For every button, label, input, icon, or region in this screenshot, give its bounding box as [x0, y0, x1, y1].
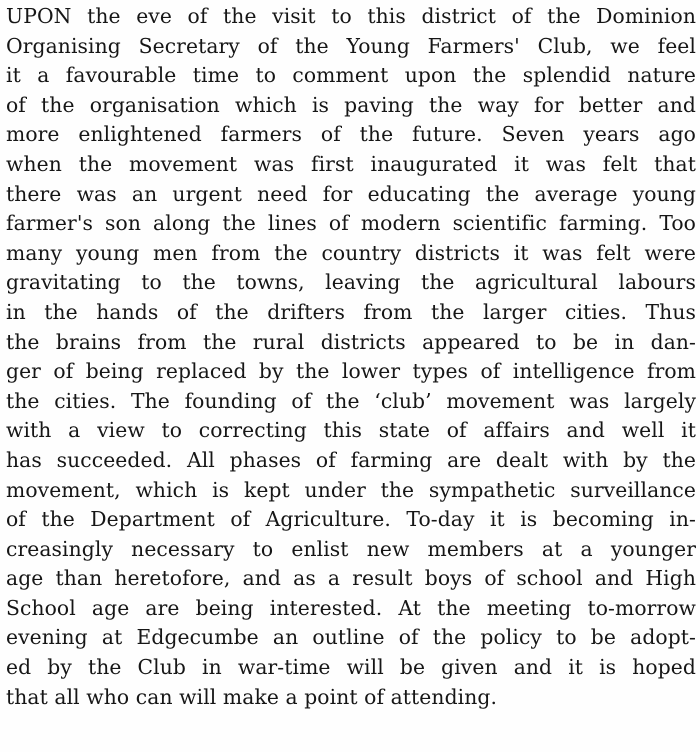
article-line-15: with a view to correcting this state of affairs and well it	[6, 418, 696, 443]
article-line-2: Organising Secretary of the Young Farmers' Club, we feel	[6, 33, 696, 58]
article-line-24: that all who can will make a point of attending.	[6, 684, 498, 709]
article-line-16: has succeeded. All phases of farming are dealt with by the	[6, 447, 696, 472]
article-line-18: of the Department of Agriculture. To-day it is becoming in-	[6, 507, 696, 532]
article-line-1: UPON the eve of the visit to this district of the Dominion	[6, 4, 696, 28]
article-line-3: it a favourable time to comment upon the splendid nature	[6, 63, 696, 88]
article-line-11: in the hands of the drifters from the larger cities. Thus	[6, 299, 696, 324]
article-line-14: the cities. The founding of the ‘club’ movement was largely	[6, 388, 696, 413]
article-line-21: School age are being interested. At the meeting to-morrow	[6, 595, 696, 620]
article-line-12: the brains from the rural districts appeared to be in dan-	[6, 329, 696, 354]
article-line-5: more enlightened farmers of the future. Seven years ago	[6, 122, 696, 147]
article-line-19: creasingly necessary to enlist new members at a younger	[6, 536, 696, 561]
article-line-4: of the organisation which is paving the way for better and	[6, 92, 696, 117]
article-line-23: ed by the Club in war-time will be given and it is hoped	[6, 655, 696, 680]
article-line-22: evening at Edgecumbe an outline of the policy to be adopt-	[6, 625, 696, 650]
article-line-20: age than heretofore, and as a result boys of school and High	[6, 566, 696, 591]
article-line-8: farmer's son along the lines of modern scientific farming. Too	[6, 211, 696, 236]
article-line-6: when the movement was first inaugurated it was felt that	[6, 151, 696, 176]
article-line-7: there was an urgent need for educating the average young	[6, 181, 696, 206]
article-line-10: gravitating to the towns, leaving the agricultural labours	[6, 270, 696, 295]
article-body	[6, 2, 696, 712]
article-line-17: movement, which is kept under the sympathetic surveillance	[6, 477, 696, 502]
article-line-9: many young men from the country districts it was felt were	[6, 240, 696, 265]
article-line-13: ger of being replaced by the lower types of intelligence from	[6, 359, 696, 384]
